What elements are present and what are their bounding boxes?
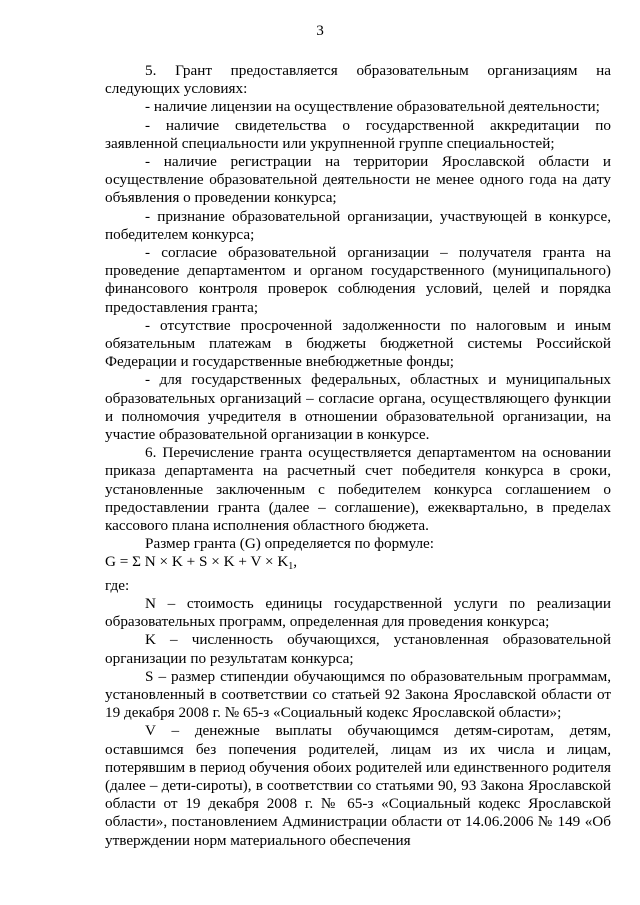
paragraph: - для государственных федеральных, областных и муниципальных образовательных организаций – согласие органа, осуществляющего функции и полномочия учредителя в отношении образовательной организации, на участие образовательной организации в конкурсе. [105,371,611,444]
paragraph: N – стоимость единицы государственной услуги по реализации образовательных программ, определенная для проведения конкурса; [105,594,611,631]
formula-main: G = Σ N × K + S × K + V × K [105,553,289,571]
paragraph: Размер гранта (G) определяется по формуле: [145,535,435,553]
grant-formula [105,553,611,576]
paragraph: S – размер стипендии обучающимся по образовательным программам, установленный в соответствии со статьей 92 Закона Ярославской области от 19 декабря 2008 г. № 65-з «Социальный кодекс Ярославской области»; [105,667,611,722]
paragraph: - наличие регистрации на территории Ярославской области и осуществление образовательной деятельности не менее одного года на дату объявления о проведении конкурса; [105,153,611,207]
where-label: где: [105,576,130,594]
paragraph: - согласие образовательной организации – получателя гранта на проведение департаментом и органом государственного (муниципального) финансового контроля проверок соблюдения условий, целей и порядка предоставления гранта; [105,244,611,316]
formula-subscript: 1 [288,561,294,573]
paragraph: V – денежные выплаты обучающимся детям-сиротам, детям, оставшимся без попечения родителей, лицам из их числа и лицам, потерявшим в период обучения обоих родителей или единственного родителя (далее – дети-сироты), в соответствии со статьями 90, 93 Закона Ярославской области от 19 декабря 2008 г. № 65-з «Социальный кодекс Ярославской области», постановлением Администрации области от 14.06.2006 № 149 «Об утверждении норм материального обеспечения [105,722,611,849]
page-number: 3 [316,22,324,39]
formula-end: , [293,553,298,571]
paragraph: K – численность обучающихся, установленная образовательной организации по результатам конкурса; [105,631,611,667]
paragraph: 6. Перечисление гранта осуществляется департаментом на основании приказа департамента на расчетный счет победителя конкурса в сроки, установленные заключенным с победителем конкурса соглашением о предоставлении гранта (далее – соглашение), ежеквартально, в пределах кассового плана исполнения областного бюджета. [105,444,611,535]
paragraph: - наличие свидетельства о государственной аккредитации по заявленной специальности или укрупненной группе специальностей; [105,116,611,152]
document-body [105,62,611,850]
paragraph: - наличие лицензии на осуществление образовательной деятельности; [145,98,600,116]
paragraph: - отсутствие просроченной задолженности по налоговым и иным обязательным платежам в бюджеты бюджетной системы Российской Федерации и государственные внебюджетные фонды; [105,316,611,371]
paragraph: - признание образовательной организации, участвующей в конкурсе, победителем конкурса; [105,207,611,243]
paragraph: 5. Грант предоставляется образовательным организациям на следующих условиях: [105,62,611,98]
